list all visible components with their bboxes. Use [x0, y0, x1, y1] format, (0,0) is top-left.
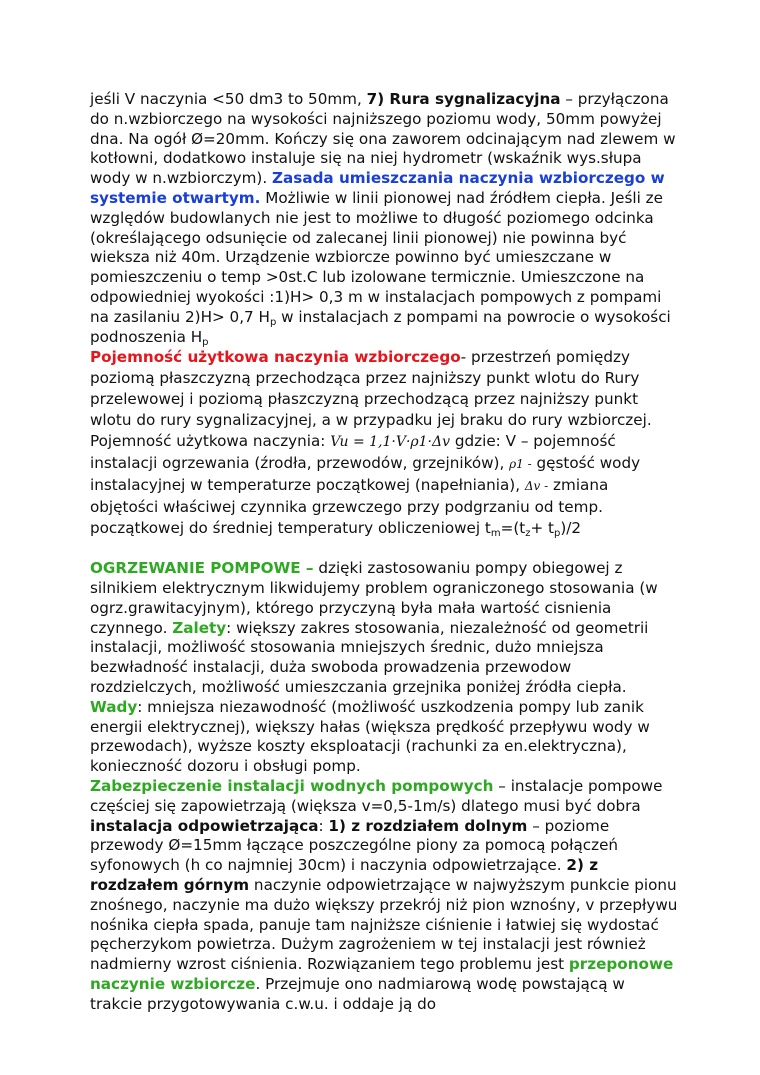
heading-rura-sygnalizacyjna: 7) Rura sygnalizacyjna	[366, 90, 561, 108]
paragraph-ogrzewanie-pompowe	[90, 559, 680, 777]
text-run: + t	[530, 519, 555, 538]
paragraph-pojemnosc-uzytkowa	[90, 347, 680, 539]
symbol-rho: ρ1 -	[509, 457, 532, 472]
subscript: p	[202, 336, 209, 348]
text-run: Możliwie w linii pionowej nad źródłem ciepła. Jeśli ze względów budowlanych nie jest to możliwe to długość poziomego odcinka (określającego odsunięcie od zalecanej linii pionowej) nie powinna być wieksza niż 40m. Urządzenie wzbiorcze powinno być umieszczane w pomieszczeniu o temp >0st.C lub izolowane termicznie. Umieszczone na odpowiedniej wyokości :1)H> 0,3 m w instalacjach pompowych z pompami na zasilaniu 2)H> 0,7 H	[90, 188, 663, 326]
text-run: gęstość wody instalacyjnej w temperaturze początkowej (napełniania),	[90, 454, 641, 495]
text-run: : mniejsza niezawodność (możliwość uszkodzenia pompy lub zanik energii elektrycznej), większy hałas (większa prędkość przepływu wody w przewodach), wyższe koszty eksploatacji (rachunki za en.elektryczna), konieczność dozoru i obsługi pomp.	[90, 697, 650, 776]
text-run: – przyłączona do n.wzbiorczego na wysokości najniższego poziomu wody, 50mm powyżej dna. Na ogół Ø=20mm. Kończy się ona zaworem odcinającym nad zlewem w kotłowni, dodatkowo instaluje się na niej hydrometr (wskaźnik wys.słupa wody w n.wzbiorczym).	[90, 90, 676, 188]
text-run: jeśli V naczynia <50 dm3 to 50mm,	[90, 90, 367, 108]
heading-ogrzewanie-pompowe: OGRZEWANIE POMPOWE –	[90, 559, 314, 578]
text-run: zmiana objętości właściwej czynnika grzewczego przy podgrzaniu od temp. początkowej do średniej temperatury obliczeniowej t	[90, 476, 609, 538]
subscript: p	[554, 528, 561, 540]
text-run: )/2	[560, 519, 582, 538]
text-run: =(t	[500, 519, 526, 538]
bold-rozdzial-gorny: 2) z rozdzałem górnym	[90, 856, 599, 894]
paragraph-zabezpieczenie	[90, 777, 680, 1015]
text-run: – poziome przewody Ø=15mm łączące poszczególne piony za pomocą połączeń syfonowych (h co najmniej 30cm) i naczynia odpowietrzające.	[90, 816, 619, 875]
heading-pojemnosc-uzytkowa: Pojemność użytkowa naczynia wzbiorczego	[90, 348, 461, 367]
heading-zasada-umieszczania: Zasada umieszczania naczynia wzbiorczego w systemie otwartym.	[90, 169, 665, 207]
heading-wady: Wady	[90, 697, 138, 716]
text-run: w instalacjach z pompami na powrocie o wysokości podnoszenia H	[90, 307, 671, 346]
text-run: naczynie odpowietrzające w najwyższym punkcie pionu znośnego, naczynie ma dużo większy przekrój niż pion wznośny, v przepływu nośnika ciepła spada, panuje tam najniższe ciśnienie i łatwiej się wydostać pęcherzykom powietrza. Dużym zagrożeniem w tej instalacji jest również nadmierny wzrost ciśnienia. Rozwiązaniem tego problemu jest	[90, 875, 678, 974]
heading-zabezpieczenie: Zabezpieczenie instalacji wodnych pompowych	[90, 776, 494, 795]
formula-vu: Vu = 1,1·V·ρ1·Δv	[330, 434, 451, 451]
subscript: p	[269, 316, 277, 328]
subscript: z	[525, 528, 531, 540]
heading-przeponowe-naczynie: przeponowe naczynie wzbiorcze	[90, 955, 674, 993]
bold-instalacja-odpowietrzajaca: instalacja odpowietrzająca	[90, 816, 319, 835]
text-run: gdzie: V – pojemność instalacji ogrzewania (źrodła, przewodów, grzejników),	[90, 432, 616, 473]
text-run: dzięki zastosowaniu pompy obiegowej z silnikiem elektrycznym likwidujemy problem ograniczonego stosowania (w ogrz.grawitacyjnym), którego przyczyną była mała wartość cisnienia czynnego.	[90, 559, 658, 637]
symbol-delta-v: Δv -	[524, 479, 549, 494]
document-body	[90, 90, 680, 1014]
text-run: : większy zakres stosowania, niezależność od geometrii instalacji, możliwość stosowania mniejszych średnic, dużo mniejsza bezwładność instalacji, duża swoboda prowadzenia przewodow rozdzielczych, możliwość umieszczania grzejnika poniżej źródła ciepła.	[90, 618, 649, 696]
bold-rozdzial-dolny: 1) z rozdziałem dolnym	[328, 816, 528, 835]
paragraph-spacer	[90, 539, 680, 559]
text-run: :	[318, 816, 329, 835]
subscript: m	[490, 528, 501, 540]
heading-zalety: Zalety	[172, 618, 227, 637]
paragraph-rura-sygnalizacyjna	[90, 90, 680, 347]
text-run: - przestrzeń pomiędzy poziomą płaszczyzną przechodząca przez najniższy punkt wlotu do Rury przelewowej i poziomą płaszczyzną przechodzącą przez najniższy punkt wlotu do rury sygnalizacyjnej, a w przypadku jej braku do rury wzbiorczej. Pojemność użytkowa naczynia:	[90, 348, 652, 451]
text-run: – instalacje pompowe częściej się zapowietrzają (większa v=0,5-1m/s) dlatego musi być dobra	[90, 776, 663, 815]
text-run: . Przejmuje ono nadmiarową wodę powstającą w trakcie przygotowywania c.w.u. i oddaje ją do	[90, 974, 625, 1013]
